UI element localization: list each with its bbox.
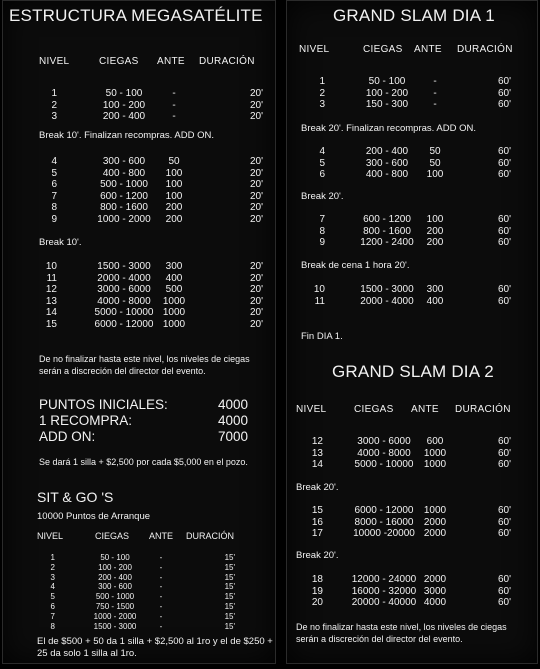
- level-cell: 20: [311, 597, 323, 608]
- blinds-cell: 400 - 800: [365, 169, 409, 180]
- blinds-cell: 200 - 400: [102, 111, 146, 122]
- d2-discretion-note: De no finalizar hasta este nivel, los niveles de ciegas serán a discreción del director del evento.: [296, 622, 507, 644]
- table-row: [3, 319, 277, 331]
- duration-cell: 20': [249, 156, 263, 167]
- level-cell: 9: [51, 213, 57, 225]
- blinds-cell: 600 - 1200: [100, 190, 148, 202]
- ante-cell: -: [159, 611, 163, 621]
- ante-cell: -: [159, 592, 163, 602]
- d2-break-note-1: Break 20'.: [296, 482, 339, 493]
- d2-header-duracion: DURACIÓN: [455, 404, 511, 415]
- table-row: [3, 612, 277, 622]
- duration-cell: 20': [249, 318, 263, 330]
- level-cell: 6: [51, 179, 57, 190]
- duration-cell: 60': [497, 99, 511, 110]
- table-row: [3, 573, 277, 583]
- blinds-cell: 10000 -20000: [353, 528, 415, 539]
- duration-cell: 20': [249, 213, 263, 225]
- duration-cell: 20': [249, 167, 263, 179]
- blinds-cell: 300 - 600: [98, 582, 132, 592]
- prize-note: El de $500 + 50 da 1 silla + $2,500 al 1ro y el de $250 + 25 da solo 1 silla al 1ro.: [37, 636, 273, 659]
- header-duracion: DURACIÓN: [199, 56, 255, 67]
- level-cell: 4: [51, 156, 57, 167]
- level-cell: 7: [319, 214, 325, 225]
- megasatelite-title: ESTRUCTURA MEGASATÉLITE: [9, 6, 263, 25]
- table-row: [287, 169, 539, 181]
- duration-cell: 20': [249, 202, 263, 213]
- level-cell: 14: [45, 307, 57, 318]
- level-cell: 1: [51, 88, 57, 99]
- blinds-cell: 3000 - 6000: [357, 436, 411, 447]
- duration-cell: 60': [497, 214, 511, 225]
- blinds-cell: 5000 - 10000: [354, 459, 414, 470]
- ante-cell: 1000: [423, 459, 447, 470]
- level-cell: 18: [311, 574, 323, 585]
- level-cell: 10: [45, 261, 57, 272]
- day2-title: GRAND SLAM DIA 2: [332, 362, 494, 381]
- ante-cell: 400: [165, 272, 183, 284]
- blinds-cell: 1000 - 2000: [93, 611, 137, 621]
- duration-cell: 20': [249, 179, 263, 190]
- table-row: [3, 307, 277, 319]
- blinds-cell: 300 - 600: [102, 156, 146, 167]
- duration-cell: 60': [497, 585, 511, 597]
- blinds-cell: 1200 - 2400: [360, 237, 414, 248]
- blinds-cell: 8000 - 16000: [354, 516, 414, 528]
- rebuy-label: 1 RECOMPRA:: [39, 413, 133, 428]
- ante-cell: 100: [165, 190, 183, 202]
- table-row: [3, 582, 277, 592]
- blinds-cell: 6000 - 12000: [94, 318, 154, 330]
- ante-cell: 4000: [423, 597, 447, 608]
- d1-break-note-2: Break 20'.: [301, 191, 344, 202]
- blinds-cell: 1500 - 3000: [97, 261, 151, 272]
- table-row: [287, 517, 539, 529]
- sitgo-title: SIT & GO 'S: [37, 489, 114, 505]
- level-cell: 6: [50, 602, 55, 611]
- level-cell: 6: [319, 169, 325, 180]
- duration-cell: 15': [224, 592, 235, 602]
- level-cell: 11: [314, 295, 325, 307]
- addon-value: 7000: [218, 429, 249, 444]
- d1-break-note-1: Break 20'. Finalizan recompras. ADD ON.: [301, 123, 476, 134]
- duration-cell: 20': [249, 284, 263, 295]
- table-row: [287, 528, 539, 540]
- table-row: [287, 146, 539, 158]
- ante-cell: 200: [426, 237, 444, 248]
- blinds-cell: 12000 - 24000: [351, 574, 417, 585]
- blinds-cell: 50 - 100: [105, 88, 143, 99]
- sitgo-header-ante: ANTE: [149, 531, 174, 541]
- blinds-cell: 50 - 100: [100, 553, 130, 562]
- table-row: [287, 597, 539, 609]
- duration-cell: 60': [497, 516, 511, 528]
- ante-cell: 100: [426, 214, 444, 225]
- duration-cell: 60': [497, 157, 511, 169]
- level-cell: 19: [311, 585, 323, 597]
- table-row: [287, 226, 539, 238]
- level-cell: 9: [319, 237, 325, 248]
- d2-break-note-2: Break 20'.: [296, 550, 339, 561]
- level-cell: 3: [51, 111, 57, 122]
- level-cell: 13: [311, 447, 323, 459]
- table-row: [287, 459, 539, 471]
- table-row: [3, 179, 277, 191]
- d1-header-nivel: NIVEL: [299, 44, 330, 55]
- level-cell: 5: [50, 592, 55, 602]
- blinds-cell: 2000 - 4000: [97, 272, 151, 284]
- blinds-cell: 800 - 1600: [363, 225, 411, 237]
- duration-cell: 20': [249, 111, 263, 122]
- level-cell: 1: [319, 76, 325, 87]
- ante-cell: 500: [165, 284, 183, 295]
- table-row: [3, 202, 277, 214]
- duration-cell: 15': [224, 582, 235, 592]
- duration-cell: 60': [497, 87, 511, 99]
- table-row: [3, 156, 277, 168]
- level-cell: 3: [50, 572, 55, 582]
- level-cell: 10: [313, 284, 325, 295]
- table-row: [3, 88, 277, 100]
- ante-cell: 1000: [423, 447, 447, 459]
- level-cell: 13: [45, 295, 57, 307]
- table-row: [287, 76, 539, 88]
- duration-cell: 20': [249, 99, 263, 111]
- duration-cell: 20': [249, 272, 263, 284]
- blinds-cell: 100 - 200: [102, 99, 146, 111]
- blinds-cell: 16000 - 32000: [351, 585, 417, 597]
- header-nivel: NIVEL: [39, 56, 70, 67]
- blinds-cell: 200 - 400: [365, 146, 409, 157]
- duration-cell: 60': [497, 295, 511, 307]
- table-row: [287, 296, 539, 308]
- duration-cell: 60': [497, 447, 511, 459]
- blinds-cell: 2000 - 4000: [360, 295, 414, 307]
- blinds-cell: 400 - 800: [102, 167, 146, 179]
- duration-cell: 60': [497, 505, 511, 516]
- duration-cell: 20': [249, 295, 263, 307]
- ante-cell: -: [159, 602, 163, 611]
- table-row: [287, 158, 539, 170]
- level-cell: 7: [50, 611, 55, 621]
- duration-cell: 15': [224, 621, 235, 631]
- table-row: [287, 214, 539, 226]
- megasatelite-panel: [2, 0, 276, 664]
- table-row: [287, 237, 539, 249]
- sitgo-header-ciegas: CIEGAS: [95, 531, 130, 541]
- level-cell: 8: [319, 225, 325, 237]
- ante-cell: 100: [165, 167, 183, 179]
- blinds-cell: 50 - 100: [368, 76, 406, 87]
- ante-cell: 50: [168, 156, 180, 167]
- ante-cell: 200: [426, 225, 444, 237]
- duration-cell: 60': [497, 528, 511, 539]
- blinds-cell: 6000 - 12000: [354, 505, 414, 516]
- blinds-cell: 5000 - 10000: [94, 307, 154, 318]
- level-cell: 4: [50, 582, 55, 592]
- ante-cell: -: [433, 87, 437, 99]
- table-row: [3, 602, 277, 612]
- break-note-1: Break 10'. Finalizan recompras. ADD ON.: [39, 130, 214, 141]
- ante-cell: 300: [426, 284, 444, 295]
- duration-cell: 60': [497, 574, 511, 585]
- ante-cell: -: [159, 582, 163, 592]
- blinds-cell: 100 - 200: [365, 87, 409, 99]
- blinds-cell: 1500 - 3000: [360, 284, 414, 295]
- ante-cell: 300: [165, 261, 183, 272]
- table-row: [287, 448, 539, 460]
- sitgo-subtitle: 10000 Puntos de Arranque: [37, 511, 151, 522]
- d2-header-ante: ANTE: [411, 404, 439, 415]
- duration-cell: 20': [249, 190, 263, 202]
- ante-cell: -: [172, 88, 176, 99]
- duration-cell: 60': [497, 459, 511, 470]
- blinds-cell: 500 - 1000: [100, 179, 148, 190]
- blinds-cell: 600 - 1200: [363, 214, 411, 225]
- d2-header-nivel: NIVEL: [296, 404, 327, 415]
- duration-cell: 60': [497, 597, 511, 608]
- ante-cell: 100: [165, 179, 183, 190]
- blinds-cell: 20000 - 40000: [351, 597, 417, 608]
- blinds-cell: 1000 - 2000: [97, 213, 151, 225]
- table-row: [3, 273, 277, 285]
- blinds-cell: 4000 - 8000: [97, 295, 151, 307]
- ante-cell: 1000: [162, 307, 186, 318]
- blinds-cell: 800 - 1600: [100, 202, 148, 213]
- sitgo-header-duracion: DURACIÓN: [186, 531, 235, 541]
- discretion-note: De no finalizar hasta este nivel, los niveles de ciegas serán a discreción del director del evento.: [39, 354, 250, 376]
- level-cell: 1: [50, 553, 55, 562]
- blinds-cell: 1500 - 3000: [93, 621, 137, 631]
- ante-cell: 1000: [162, 318, 186, 330]
- level-cell: 14: [311, 459, 323, 470]
- ante-cell: -: [159, 572, 163, 582]
- table-row: [3, 261, 277, 273]
- ante-cell: 1000: [423, 505, 447, 516]
- ante-cell: -: [159, 562, 163, 572]
- ante-cell: -: [433, 76, 437, 87]
- duration-cell: 15': [224, 572, 235, 582]
- blinds-cell: 4000 - 8000: [357, 447, 411, 459]
- duration-cell: 60': [497, 76, 511, 87]
- ante-cell: 2000: [423, 574, 447, 585]
- ante-cell: 200: [165, 213, 183, 225]
- ante-cell: 200: [165, 202, 183, 213]
- table-row: [3, 622, 277, 632]
- d2-header-ciegas: CIEGAS: [354, 404, 394, 415]
- blinds-cell: 3000 - 6000: [97, 284, 151, 295]
- table-row: [287, 505, 539, 517]
- ante-cell: 2000: [423, 528, 447, 539]
- level-cell: 12: [311, 436, 323, 447]
- ante-cell: -: [159, 553, 163, 562]
- ante-cell: -: [172, 111, 176, 122]
- duration-cell: 15': [224, 602, 235, 611]
- duration-cell: 20': [249, 261, 263, 272]
- level-cell: 5: [51, 167, 57, 179]
- level-cell: 15: [45, 318, 57, 330]
- table-row: [3, 214, 277, 226]
- d1-header-duracion: DURACIÓN: [457, 44, 513, 55]
- level-cell: 16: [311, 516, 323, 528]
- points-initial-label: PUNTOS INICIALES:: [39, 397, 168, 412]
- table-row: [3, 553, 277, 563]
- duration-cell: 60': [497, 284, 511, 295]
- table-row: [3, 111, 277, 123]
- level-cell: 8: [51, 202, 57, 213]
- blinds-cell: 150 - 300: [365, 99, 409, 110]
- rebuy-value: 4000: [218, 413, 249, 428]
- d1-header-ante: ANTE: [414, 44, 442, 55]
- header-ciegas: CIEGAS: [99, 56, 139, 67]
- ante-cell: 2000: [423, 516, 447, 528]
- level-cell: 15: [311, 505, 323, 516]
- table-row: [3, 168, 277, 180]
- level-cell: 12: [45, 284, 57, 295]
- d1-header-ciegas: CIEGAS: [363, 44, 403, 55]
- level-cell: 17: [311, 528, 323, 539]
- ante-cell: -: [433, 99, 437, 110]
- duration-cell: 60': [497, 146, 511, 157]
- duration-cell: 20': [249, 307, 263, 318]
- blinds-cell: 200 - 400: [98, 572, 132, 582]
- sitgo-header-nivel: NIVEL: [37, 531, 64, 541]
- blinds-cell: 750 - 1500: [95, 602, 135, 611]
- d1-end-note: Fin DIA 1.: [301, 331, 343, 342]
- level-cell: 2: [319, 87, 325, 99]
- header-ante: ANTE: [157, 56, 185, 67]
- table-row: [287, 88, 539, 100]
- addon-label: ADD ON:: [39, 429, 96, 444]
- duration-cell: 60': [497, 237, 511, 248]
- ante-cell: 600: [426, 436, 444, 447]
- grand-slam-panel: [286, 0, 538, 664]
- ante-cell: 3000: [423, 585, 447, 597]
- ante-cell: 50: [429, 146, 441, 157]
- blinds-cell: 100 - 200: [98, 562, 132, 572]
- ante-cell: -: [172, 99, 176, 111]
- level-cell: 8: [50, 621, 55, 631]
- level-cell: 7: [51, 190, 57, 202]
- table-row: [287, 99, 539, 111]
- table-row: [287, 574, 539, 586]
- duration-cell: 15': [224, 562, 235, 572]
- ante-cell: 400: [426, 295, 444, 307]
- table-row: [3, 100, 277, 112]
- level-cell: 4: [319, 146, 325, 157]
- blinds-cell: 300 - 600: [365, 157, 409, 169]
- blinds-cell: 500 - 1000: [95, 592, 135, 602]
- ante-cell: 50: [429, 157, 441, 169]
- duration-cell: 15': [224, 611, 235, 621]
- duration-cell: 60': [497, 436, 511, 447]
- level-cell: 3: [319, 99, 325, 110]
- level-cell: 5: [319, 157, 325, 169]
- d1-dinner-break: Break de cena 1 hora 20'.: [301, 260, 410, 271]
- table-row: [287, 586, 539, 598]
- ante-cell: 1000: [162, 295, 186, 307]
- table-row: [3, 191, 277, 203]
- level-cell: 11: [46, 272, 57, 284]
- table-row: [3, 296, 277, 308]
- table-row: [3, 563, 277, 573]
- break-note-2: Break 10'.: [39, 237, 82, 248]
- table-row: [287, 436, 539, 448]
- duration-cell: 20': [249, 88, 263, 99]
- table-row: [287, 284, 539, 296]
- ante-cell: 100: [426, 169, 444, 180]
- points-initial-value: 4000: [218, 397, 249, 412]
- ante-cell: -: [159, 621, 163, 631]
- table-row: [3, 284, 277, 296]
- table-row: [3, 592, 277, 602]
- seat-note: Se dará 1 silla + $2,500 por cada $5,000 en el pozo.: [39, 457, 248, 467]
- duration-cell: 15': [224, 553, 235, 562]
- day1-title: GRAND SLAM DIA 1: [333, 6, 495, 25]
- level-cell: 2: [50, 562, 55, 572]
- duration-cell: 60': [497, 225, 511, 237]
- level-cell: 2: [51, 99, 57, 111]
- duration-cell: 60': [497, 169, 511, 180]
